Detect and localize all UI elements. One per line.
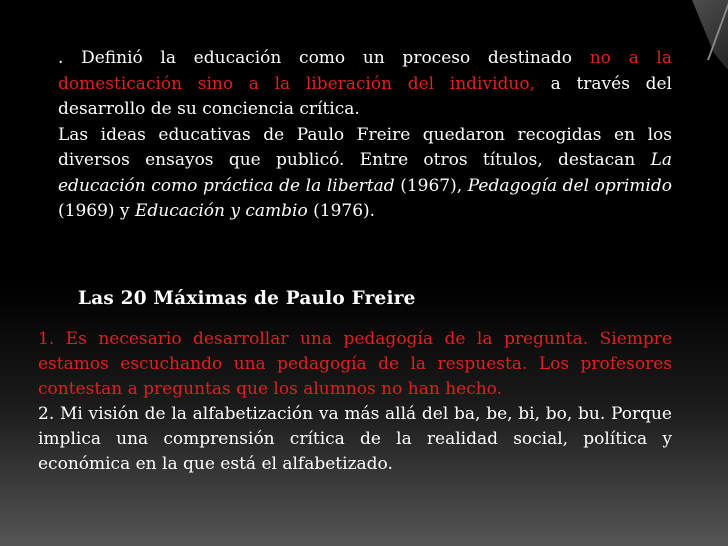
intro-text-block <box>58 46 672 225</box>
intro-highlight: no a la domesticación sino a la liberación del individuo, <box>58 48 672 94</box>
intro-paragraph-1 <box>58 46 672 123</box>
maxim-1: 1. Es necesario desarrollar una pedagogía de la pregunta. Siempre estamos escuchando una pedagogía de la respuesta. Los profesores contestan a preguntas que los alumnos no han hecho. <box>38 329 672 399</box>
book-title-3: Educación y cambio <box>134 201 308 221</box>
maxim-2: 2. Mi visión de la alfabetización va más allá del ba, be, bi, bo, bu. Porque implica una comprensión crítica de la realidad social, política y económica en la que está el alfabetizado. <box>38 404 672 474</box>
book-year-3: (1976). <box>307 201 376 221</box>
book-title-1: La educación como práctica de la libertad <box>58 150 672 196</box>
book-year-1: (1967), <box>394 175 468 196</box>
book-title-2: Pedagogía del oprimido <box>467 175 672 196</box>
section-heading: Las 20 Máximas de Paulo Freire <box>78 288 416 309</box>
intro-paragraph-2 <box>58 123 672 225</box>
book-year-2: (1969) y <box>58 201 135 221</box>
maxims-list <box>38 327 672 477</box>
corner-decoration <box>692 0 728 70</box>
intro-text-pre: . Definió la educación como un proceso destinado <box>58 48 590 68</box>
intro-text-post: a través del desarrollo de su conciencia crítica. <box>58 73 672 119</box>
intro-para2-text: Las ideas educativas de Paulo Freire quedaron recogidas en los diversos ensayos que publicó. Entre otros títulos, destacan <box>58 124 672 170</box>
